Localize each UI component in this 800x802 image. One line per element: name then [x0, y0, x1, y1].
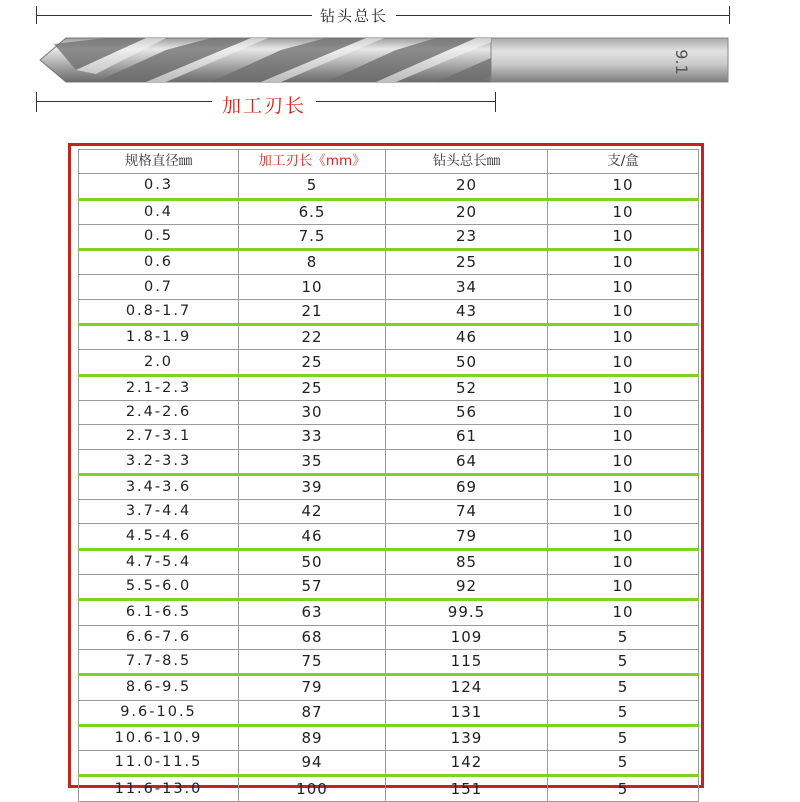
table-row — [79, 350, 699, 375]
cell-overall-length: 20 — [386, 199, 548, 224]
cell-pcs-per-box: 10 — [548, 375, 699, 400]
cell-overall-length: 85 — [386, 549, 548, 574]
table-row — [79, 700, 699, 725]
cell-flute-length: 46 — [239, 524, 386, 549]
table-row — [79, 375, 699, 400]
cell-overall-length: 43 — [386, 299, 548, 324]
cell-diameter: 0.7 — [79, 275, 239, 299]
cell-flute-length: 22 — [239, 325, 386, 350]
cell-pcs-per-box: 10 — [548, 425, 699, 449]
table-row — [79, 449, 699, 474]
cell-flute-length: 33 — [239, 425, 386, 449]
cell-overall-length: 69 — [386, 474, 548, 499]
cell-pcs-per-box: 10 — [548, 449, 699, 474]
cell-diameter: 0.5 — [79, 224, 239, 249]
overall-length-tick-right — [729, 6, 730, 24]
cell-diameter: 3.2-3.3 — [79, 449, 239, 474]
cell-overall-length: 34 — [386, 275, 548, 299]
cell-flute-length: 5 — [239, 174, 386, 199]
cell-overall-length: 109 — [386, 625, 548, 649]
table-row — [79, 199, 699, 224]
cell-pcs-per-box: 10 — [548, 174, 699, 199]
cell-overall-length: 124 — [386, 675, 548, 700]
cell-flute-length: 6.5 — [239, 199, 386, 224]
flute-length-tick-right — [495, 92, 496, 112]
cell-flute-length: 75 — [239, 649, 386, 674]
cell-flute-length: 10 — [239, 275, 386, 299]
cell-diameter: 5.5-6.0 — [79, 575, 239, 600]
table-row — [79, 600, 699, 625]
cell-flute-length: 21 — [239, 299, 386, 324]
cell-diameter: 3.7-4.4 — [79, 500, 239, 524]
cell-overall-length: 151 — [386, 776, 548, 801]
cell-overall-length: 74 — [386, 500, 548, 524]
cell-pcs-per-box: 5 — [548, 700, 699, 725]
cell-overall-length: 61 — [386, 425, 548, 449]
cell-flute-length: 68 — [239, 625, 386, 649]
cell-flute-length: 89 — [239, 725, 386, 750]
table-row — [79, 524, 699, 549]
cell-flute-length: 25 — [239, 375, 386, 400]
cell-flute-length: 63 — [239, 600, 386, 625]
cell-flute-length: 79 — [239, 675, 386, 700]
cell-pcs-per-box: 10 — [548, 350, 699, 375]
shank-marking: 9.1 — [672, 49, 691, 75]
cell-pcs-per-box: 5 — [548, 776, 699, 801]
cell-flute-length: 8 — [239, 250, 386, 275]
cell-pcs-per-box: 10 — [548, 474, 699, 499]
cell-flute-length: 57 — [239, 575, 386, 600]
cell-flute-length: 7.5 — [239, 224, 386, 249]
flute-length-label: 加工刃长 — [212, 91, 316, 118]
table-header-row — [79, 150, 699, 174]
cell-overall-length: 99.5 — [386, 600, 548, 625]
header-diameter: 规格直径㎜ — [79, 150, 239, 174]
cell-pcs-per-box: 5 — [548, 649, 699, 674]
table-row — [79, 725, 699, 750]
table-row — [79, 474, 699, 499]
cell-diameter: 0.8-1.7 — [79, 299, 239, 324]
table-row — [79, 250, 699, 275]
cell-diameter: 10.6-10.9 — [79, 725, 239, 750]
cell-flute-length: 30 — [239, 400, 386, 424]
cell-flute-length: 94 — [239, 751, 386, 776]
table-row — [79, 425, 699, 449]
table-row — [79, 675, 699, 700]
table-row — [79, 649, 699, 674]
cell-diameter: 2.7-3.1 — [79, 425, 239, 449]
cell-overall-length: 52 — [386, 375, 548, 400]
cell-diameter: 1.8-1.9 — [79, 325, 239, 350]
table-row — [79, 625, 699, 649]
cell-pcs-per-box: 10 — [548, 400, 699, 424]
table-row — [79, 500, 699, 524]
cell-overall-length: 20 — [386, 174, 548, 199]
cell-overall-length: 142 — [386, 751, 548, 776]
cell-diameter: 3.4-3.6 — [79, 474, 239, 499]
cell-flute-length: 35 — [239, 449, 386, 474]
cell-pcs-per-box: 10 — [548, 199, 699, 224]
table-row — [79, 325, 699, 350]
table-row — [79, 299, 699, 324]
table-row — [79, 174, 699, 199]
cell-pcs-per-box: 10 — [548, 224, 699, 249]
spec-table-frame — [68, 143, 704, 798]
cell-overall-length: 139 — [386, 725, 548, 750]
cell-diameter: 6.6-7.6 — [79, 625, 239, 649]
cell-diameter: 11.0-11.5 — [79, 751, 239, 776]
table-row — [79, 751, 699, 776]
cell-diameter: 4.5-4.6 — [79, 524, 239, 549]
cell-diameter: 11.6-13.0 — [79, 776, 239, 801]
cell-flute-length: 100 — [239, 776, 386, 801]
table-row — [79, 549, 699, 574]
cell-diameter: 8.6-9.5 — [79, 675, 239, 700]
cell-overall-length: 79 — [386, 524, 548, 549]
cell-diameter: 2.1-2.3 — [79, 375, 239, 400]
overall-length-label: 钻头总长 — [312, 5, 396, 26]
cell-pcs-per-box: 10 — [548, 575, 699, 600]
cell-flute-length: 87 — [239, 700, 386, 725]
cell-pcs-per-box: 10 — [548, 275, 699, 299]
cell-flute-length: 39 — [239, 474, 386, 499]
cell-pcs-per-box: 10 — [548, 299, 699, 324]
table-row — [79, 400, 699, 424]
cell-diameter: 2.0 — [79, 350, 239, 375]
cell-pcs-per-box: 10 — [548, 250, 699, 275]
cell-overall-length: 23 — [386, 224, 548, 249]
cell-diameter: 2.4-2.6 — [79, 400, 239, 424]
cell-diameter: 0.4 — [79, 199, 239, 224]
cell-overall-length: 64 — [386, 449, 548, 474]
cell-pcs-per-box: 5 — [548, 675, 699, 700]
cell-diameter: 4.7-5.4 — [79, 549, 239, 574]
drill-diagram — [0, 0, 800, 130]
cell-diameter: 7.7-8.5 — [79, 649, 239, 674]
flute-length-tick-left — [36, 92, 37, 112]
cell-overall-length: 115 — [386, 649, 548, 674]
cell-pcs-per-box: 10 — [548, 600, 699, 625]
cell-diameter: 9.6-10.5 — [79, 700, 239, 725]
cell-diameter: 0.6 — [79, 250, 239, 275]
cell-flute-length: 50 — [239, 549, 386, 574]
header-overall-length: 钻头总长㎜ — [386, 150, 548, 174]
cell-diameter: 0.3 — [79, 174, 239, 199]
cell-overall-length: 46 — [386, 325, 548, 350]
cell-overall-length: 131 — [386, 700, 548, 725]
header-flute-length: 加工刃长《mm》 — [239, 150, 386, 174]
cell-pcs-per-box: 5 — [548, 751, 699, 776]
table-row — [79, 575, 699, 600]
cell-flute-length: 25 — [239, 350, 386, 375]
cell-pcs-per-box: 10 — [548, 524, 699, 549]
cell-flute-length: 42 — [239, 500, 386, 524]
cell-pcs-per-box: 5 — [548, 625, 699, 649]
cell-overall-length: 92 — [386, 575, 548, 600]
cell-pcs-per-box: 10 — [548, 325, 699, 350]
cell-pcs-per-box: 10 — [548, 500, 699, 524]
header-pcs-per-box: 支/盒 — [548, 150, 699, 174]
cell-pcs-per-box: 10 — [548, 549, 699, 574]
table-row — [79, 275, 699, 299]
table-row — [79, 224, 699, 249]
cell-overall-length: 56 — [386, 400, 548, 424]
spec-table — [78, 149, 699, 802]
cell-pcs-per-box: 5 — [548, 725, 699, 750]
cell-overall-length: 50 — [386, 350, 548, 375]
cell-diameter: 6.1-6.5 — [79, 600, 239, 625]
table-row — [79, 776, 699, 801]
cell-overall-length: 25 — [386, 250, 548, 275]
drill-bit-image — [36, 30, 736, 90]
